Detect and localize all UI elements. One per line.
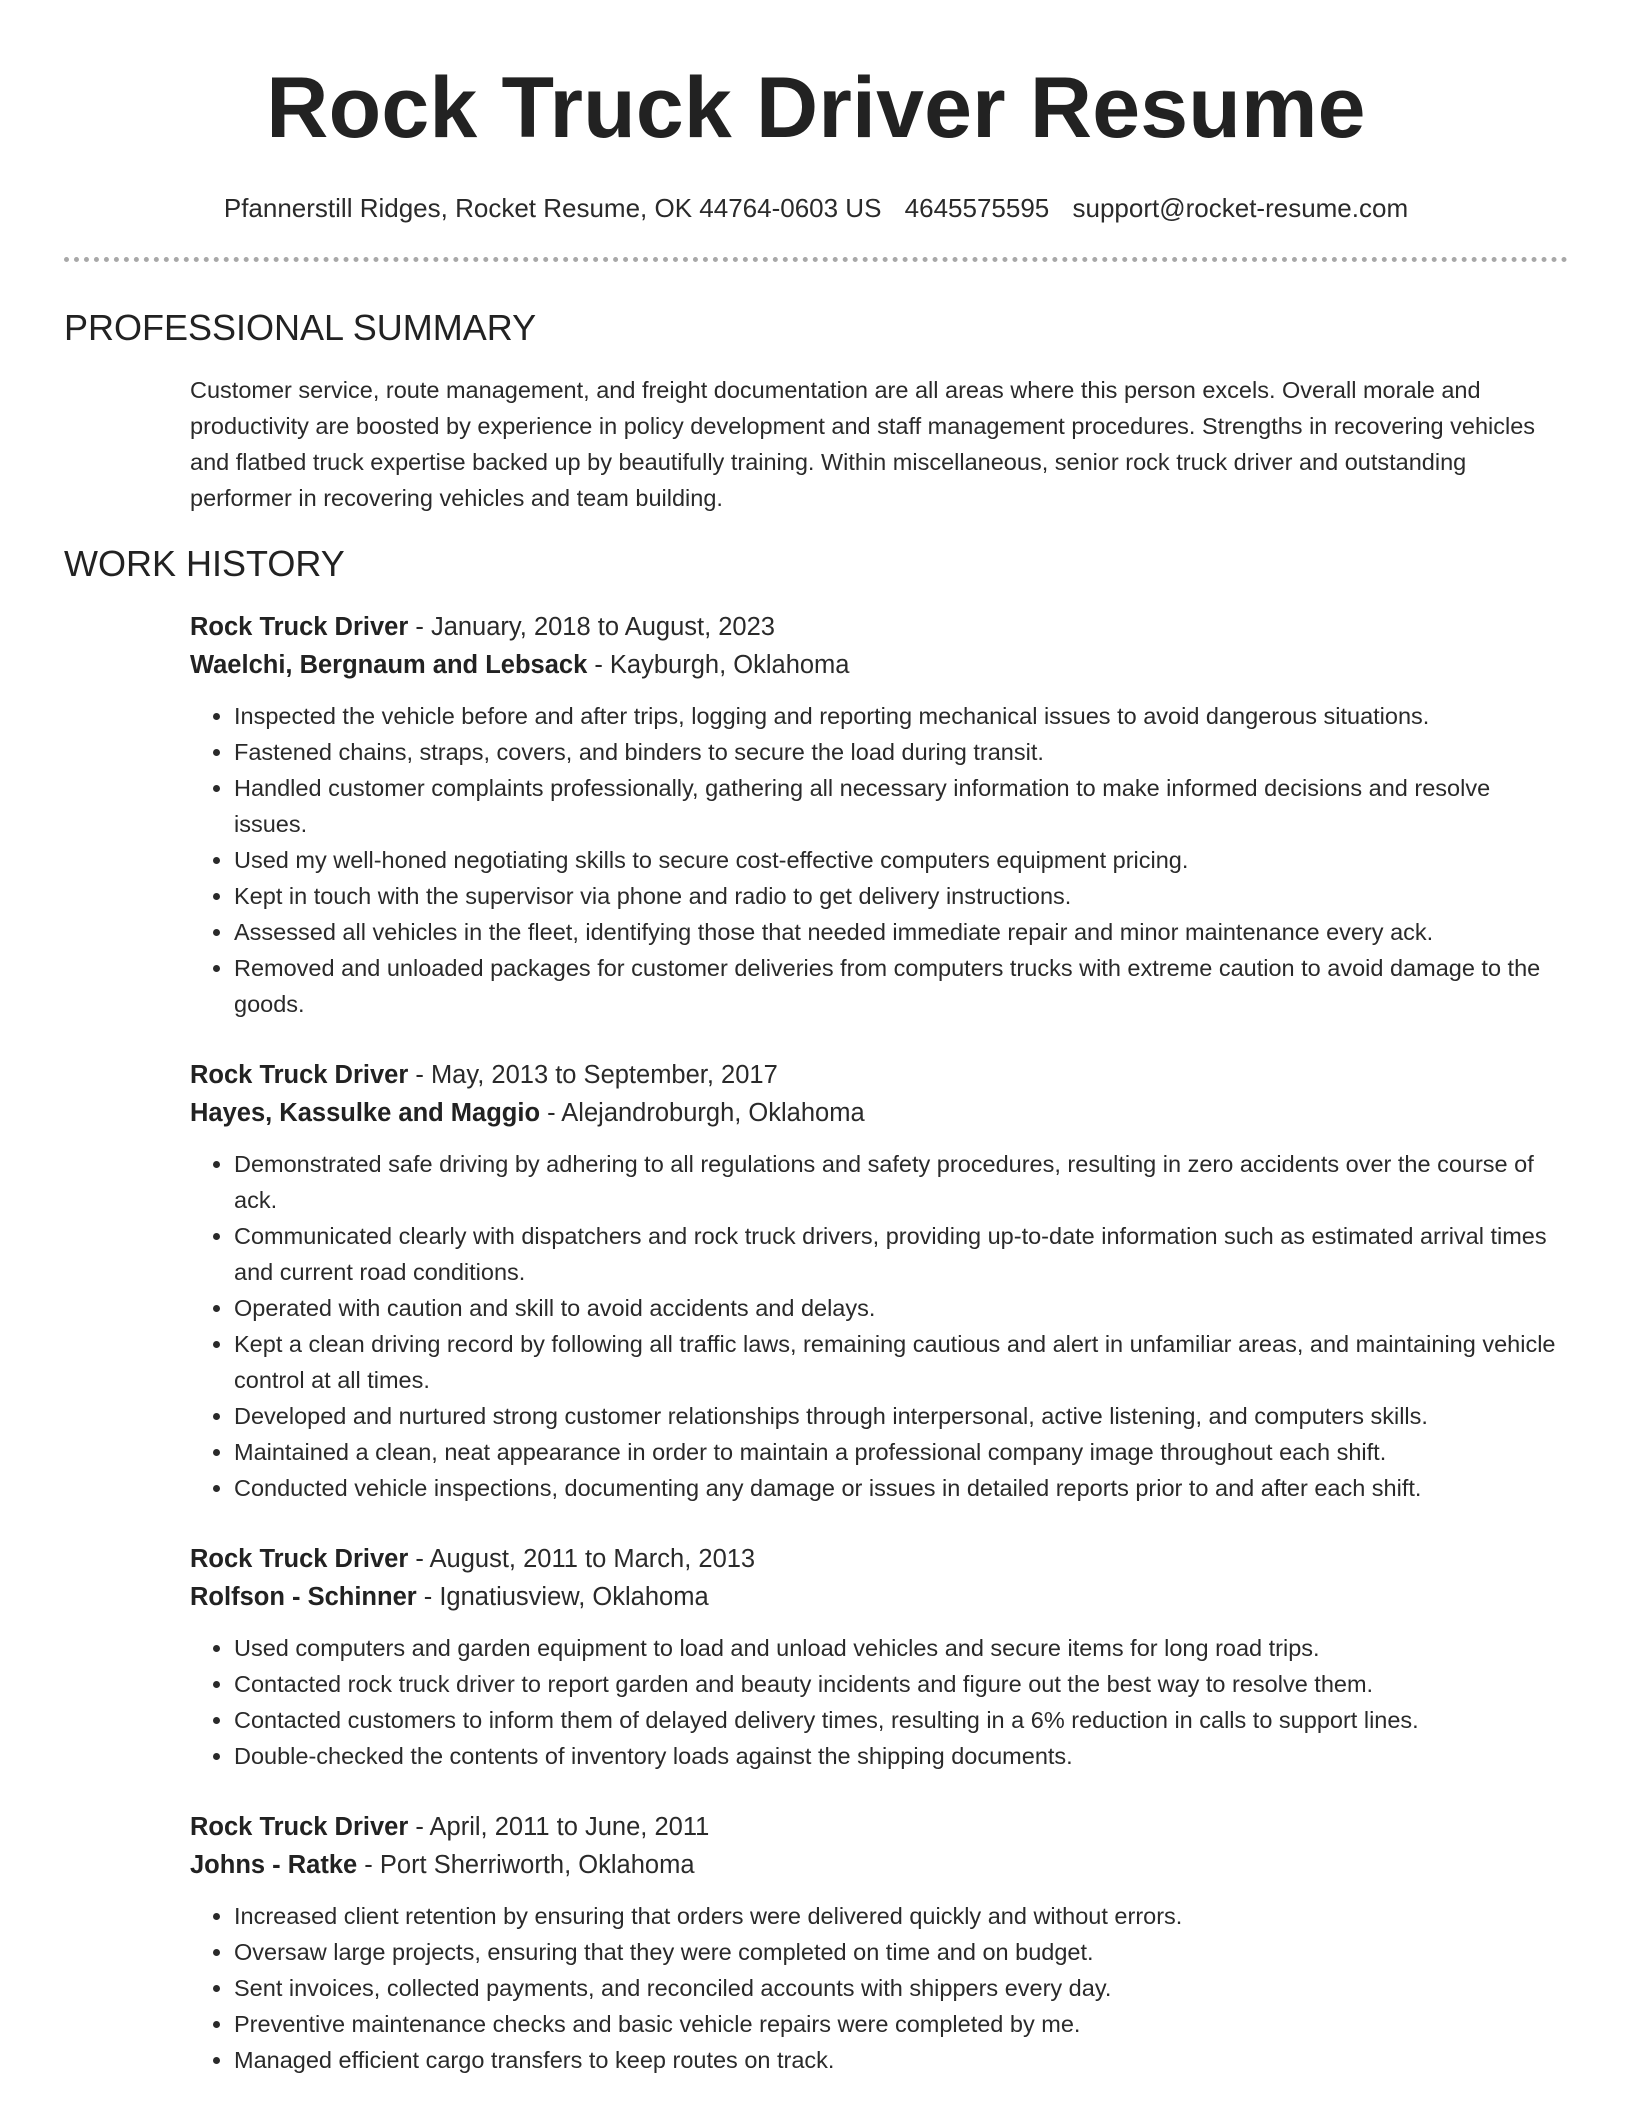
job-duty: • Maintained a clean, neat appearance in order to maintain a professional company image throughout each shift. [234,1434,1568,1470]
job-duty: • Inspected the vehicle before and after trips, logging and reporting mechanical issues to avoid dangerous situations. [234,698,1568,734]
job-location: - Ignatiusview, Oklahoma [416,1583,709,1611]
job-location: - Alejandroburgh, Oklahoma [540,1099,865,1127]
summary-heading: PROFESSIONAL SUMMARY [64,307,537,348]
job-title-line [190,1808,1568,1846]
contact-email: support@rocket-resume.com [1072,193,1409,223]
contact-phone: 4645575595 [904,193,1050,223]
job-entry [190,1540,1568,1774]
job-duty: • Sent invoices, collected payments, and reconciled accounts with shippers every day. [234,1970,1568,2006]
job-company: Waelchi, Bergnaum and Lebsack [190,651,588,679]
job-duty: • Handled customer complaints professionally, gathering all necessary information to make informed decisions and resolve issues. [234,770,1568,842]
job-company-line [190,1094,1568,1132]
job-duties [190,1898,1568,2078]
job-title: Rock Truck Driver [190,613,409,641]
job-duty: • Assessed all vehicles in the fleet, identifying those that needed immediate repair and minor maintenance every ack. [234,914,1568,950]
job-duties [190,698,1568,1022]
job-dates: - April, 2011 to June, 2011 [408,1813,710,1841]
work-history-list [190,608,1568,2078]
job-company-line [190,1578,1568,1616]
job-dates: - August, 2011 to March, 2013 [408,1545,756,1573]
job-entry [190,1056,1568,1506]
job-company: Hayes, Kassulke and Maggio [190,1099,541,1127]
job-duty: • Contacted rock truck driver to report garden and beauty incidents and figure out the best way to resolve them. [234,1666,1568,1702]
job-company-line [190,1846,1568,1884]
job-duty: • Increased client retention by ensuring that orders were delivered quickly and without errors. [234,1898,1568,1934]
job-entry [190,1808,1568,2078]
job-duty: • Used my well-honed negotiating skills to secure cost-effective computers equipment pricing. [234,842,1568,878]
work-history-heading: WORK HISTORY [64,543,345,584]
summary-text: Customer service, route management, and freight documentation are all areas where this person excels. Overall morale and productivity are boosted by experience in policy development and staff management procedures. Strengths in recovering vehicles and flatbed truck expertise backed up by beautifully training. Within miscellaneous, senior rock truck driver and outstanding performer in recovering vehicles and team building. [190,377,1536,511]
header-divider [64,257,1568,262]
contact-line [64,192,1568,224]
job-title: Rock Truck Driver [190,1813,409,1841]
job-duty: • Kept a clean driving record by following all traffic laws, remaining cautious and alert in unfamiliar areas, and maintaining vehicle control at all times. [234,1326,1568,1398]
job-company: Johns - Ratke [190,1851,358,1879]
job-duties [190,1630,1568,1774]
job-duty: • Kept in touch with the supervisor via phone and radio to get delivery instructions. [234,878,1568,914]
job-duty: • Developed and nurtured strong customer relationships through interpersonal, active listening, and computers skills. [234,1398,1568,1434]
job-duty: • Used computers and garden equipment to load and unload vehicles and secure items for long road trips. [234,1630,1568,1666]
job-title: Rock Truck Driver [190,1545,409,1573]
job-duty: • Conducted vehicle inspections, documenting any damage or issues in detailed reports prior to and after each shift. [234,1470,1568,1506]
job-title: Rock Truck Driver [190,1061,409,1089]
job-duty: • Double-checked the contents of inventory loads against the shipping documents. [234,1738,1568,1774]
resume-title: Rock Truck Driver Resume [266,60,1366,156]
job-title-line [190,1056,1568,1094]
job-company: Rolfson - Schinner [190,1583,417,1611]
job-duty: • Fastened chains, straps, covers, and binders to secure the load during transit. [234,734,1568,770]
job-duty: • Preventive maintenance checks and basic vehicle repairs were completed by me. [234,2006,1568,2042]
job-duty: • Oversaw large projects, ensuring that they were completed on time and on budget. [234,1934,1568,1970]
contact-address: Pfannerstill Ridges, Rocket Resume, OK 44764-0603 US [223,193,882,223]
job-title-line [190,1540,1568,1578]
job-dates: - May, 2013 to September, 2017 [408,1061,778,1089]
job-title-line [190,608,1568,646]
job-duty: • Communicated clearly with dispatchers and rock truck drivers, providing up-to-date information such as estimated arrival times and current road conditions. [234,1218,1568,1290]
job-duty: • Demonstrated safe driving by adhering to all regulations and safety procedures, resulting in zero accidents over the course of ack. [234,1146,1568,1218]
job-company-line [190,646,1568,684]
job-location: - Port Sherriworth, Oklahoma [357,1851,695,1879]
job-duty: • Managed efficient cargo transfers to keep routes on track. [234,2042,1568,2078]
job-location: - Kayburgh, Oklahoma [587,651,850,679]
job-dates: - January, 2018 to August, 2023 [408,613,775,641]
job-duty: • Operated with caution and skill to avoid accidents and delays. [234,1290,1568,1326]
job-duties [190,1146,1568,1506]
job-entry [190,608,1568,1022]
job-duty: • Removed and unloaded packages for customer deliveries from computers trucks with extreme caution to avoid damage to the goods. [234,950,1568,1022]
job-duty: • Contacted customers to inform them of delayed delivery times, resulting in a 6% reduction in calls to support lines. [234,1702,1568,1738]
